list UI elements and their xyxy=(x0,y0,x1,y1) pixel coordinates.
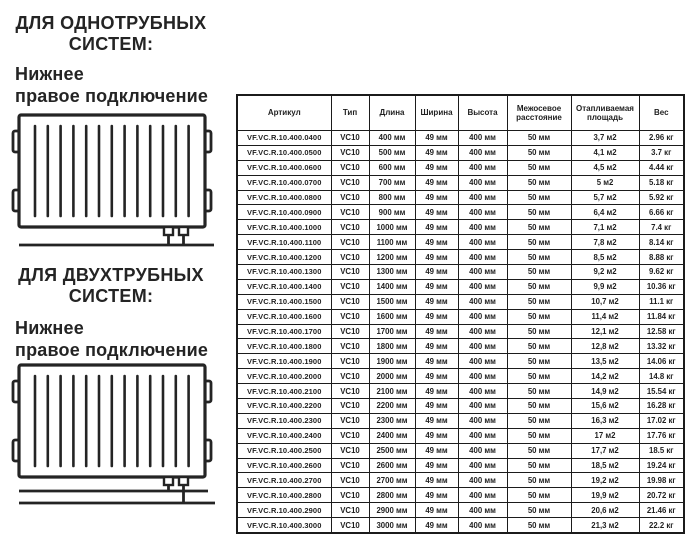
table-cell: 2000 мм xyxy=(369,369,415,384)
table-cell: 1300 мм xyxy=(369,265,415,280)
single-pipe-line xyxy=(19,235,214,245)
table-cell: 17 м2 xyxy=(571,428,639,443)
table-cell: VF.VC.R.10.400.2500 xyxy=(237,443,331,458)
two-pipe-lines xyxy=(19,485,215,503)
table-cell: 49 мм xyxy=(415,443,458,458)
table-cell: 2700 мм xyxy=(369,473,415,488)
table-cell: 400 мм xyxy=(458,265,507,280)
table-cell: 15.54 кг xyxy=(639,384,684,399)
table-cell: VF.VC.R.10.400.0500 xyxy=(237,145,331,160)
table-cell: 1100 мм xyxy=(369,235,415,250)
table-cell: 49 мм xyxy=(415,175,458,190)
table-cell: 49 мм xyxy=(415,384,458,399)
table-cell: 8.88 кг xyxy=(639,250,684,265)
table-cell: VF.VC.R.10.400.1500 xyxy=(237,294,331,309)
table-row xyxy=(237,324,684,339)
table-row xyxy=(237,488,684,503)
table-cell: 400 мм xyxy=(458,205,507,220)
table-cell: 21,3 м2 xyxy=(571,518,639,533)
table-cell: VF.VC.R.10.400.1900 xyxy=(237,354,331,369)
radiator-spec-table xyxy=(236,94,685,534)
table-cell: VF.VC.R.10.400.1800 xyxy=(237,339,331,354)
table-cell: VC10 xyxy=(331,518,369,533)
table-cell: 400 мм xyxy=(458,369,507,384)
table-cell: VF.VC.R.10.400.1000 xyxy=(237,220,331,235)
table-cell: 1900 мм xyxy=(369,354,415,369)
table-cell: 50 мм xyxy=(507,473,571,488)
section-title-single-pipe xyxy=(8,13,214,55)
table-cell: 50 мм xyxy=(507,265,571,280)
table-cell: VC10 xyxy=(331,428,369,443)
section-title-two-pipe xyxy=(8,265,214,307)
table-cell: 7.4 кг xyxy=(639,220,684,235)
table-cell: 400 мм xyxy=(458,339,507,354)
table-cell: 400 мм xyxy=(458,488,507,503)
section-title-line: СИСТЕМ: xyxy=(68,34,154,54)
table-cell: 49 мм xyxy=(415,518,458,533)
table-cell: 7,1 м2 xyxy=(571,220,639,235)
table-cell: VC10 xyxy=(331,175,369,190)
table-cell: VC10 xyxy=(331,205,369,220)
table-row xyxy=(237,339,684,354)
table-cell: VC10 xyxy=(331,339,369,354)
table-row xyxy=(237,220,684,235)
table-cell: VF.VC.R.10.400.2300 xyxy=(237,413,331,428)
table-cell: 400 мм xyxy=(458,190,507,205)
table-cell: 50 мм xyxy=(507,250,571,265)
table-cell: 400 мм xyxy=(369,131,415,146)
table-cell: VC10 xyxy=(331,503,369,518)
table-cell: 500 мм xyxy=(369,145,415,160)
table-cell: 49 мм xyxy=(415,488,458,503)
table-cell: 49 мм xyxy=(415,294,458,309)
table-cell: 2400 мм xyxy=(369,428,415,443)
connection-stub xyxy=(164,227,173,235)
table-cell: 49 мм xyxy=(415,399,458,414)
table-cell: 17.02 кг xyxy=(639,413,684,428)
table-cell: VC10 xyxy=(331,443,369,458)
table-cell: 2900 мм xyxy=(369,503,415,518)
table-cell: 50 мм xyxy=(507,384,571,399)
table-cell: VC10 xyxy=(331,250,369,265)
table-cell: 10.36 кг xyxy=(639,279,684,294)
table-cell: 4.44 кг xyxy=(639,160,684,175)
table-cell: 400 мм xyxy=(458,220,507,235)
table-cell: 9.62 кг xyxy=(639,265,684,280)
table-cell: 49 мм xyxy=(415,160,458,175)
table-cell: 18,5 м2 xyxy=(571,458,639,473)
table-cell: 50 мм xyxy=(507,413,571,428)
table-row xyxy=(237,250,684,265)
table-row xyxy=(237,131,684,146)
table-cell: 49 мм xyxy=(415,324,458,339)
column-header-length: Длина xyxy=(369,95,415,131)
table-cell: 50 мм xyxy=(507,235,571,250)
table-row xyxy=(237,503,684,518)
table-row xyxy=(237,428,684,443)
table-cell: VC10 xyxy=(331,309,369,324)
table-cell: 2300 мм xyxy=(369,413,415,428)
table-cell: 20,6 м2 xyxy=(571,503,639,518)
table-row xyxy=(237,279,684,294)
table-cell: 50 мм xyxy=(507,309,571,324)
table-cell: 13,5 м2 xyxy=(571,354,639,369)
table-cell: 49 мм xyxy=(415,235,458,250)
table-cell: 19,9 м2 xyxy=(571,488,639,503)
table-cell: 1400 мм xyxy=(369,279,415,294)
subtitle-line: Нижнее xyxy=(15,318,84,338)
table-cell: VC10 xyxy=(331,384,369,399)
table-cell: 400 мм xyxy=(458,354,507,369)
table-cell: 50 мм xyxy=(507,190,571,205)
column-header-type: Тип xyxy=(331,95,369,131)
table-cell: 49 мм xyxy=(415,145,458,160)
table-row xyxy=(237,413,684,428)
table-cell: 49 мм xyxy=(415,205,458,220)
table-cell: 50 мм xyxy=(507,488,571,503)
table-cell: 49 мм xyxy=(415,473,458,488)
table-cell: 400 мм xyxy=(458,160,507,175)
table-cell: 14.8 кг xyxy=(639,369,684,384)
subtitle-line: Нижнее xyxy=(15,64,84,84)
table-cell: VF.VC.R.10.400.0400 xyxy=(237,131,331,146)
table-cell: 12,8 м2 xyxy=(571,339,639,354)
table-cell: 18.5 кг xyxy=(639,443,684,458)
column-header-width: Ширина xyxy=(415,95,458,131)
table-cell: 49 мм xyxy=(415,339,458,354)
table-cell: 400 мм xyxy=(458,384,507,399)
table-cell: 400 мм xyxy=(458,413,507,428)
table-row xyxy=(237,160,684,175)
table-cell: 400 мм xyxy=(458,250,507,265)
table-cell: 49 мм xyxy=(415,220,458,235)
table-cell: 400 мм xyxy=(458,473,507,488)
table-cell: 16,3 м2 xyxy=(571,413,639,428)
table-cell: 1700 мм xyxy=(369,324,415,339)
radiator-diagram-two-pipe-icon xyxy=(10,360,222,512)
table-cell: VC10 xyxy=(331,279,369,294)
table-cell: 2600 мм xyxy=(369,458,415,473)
table-cell: VF.VC.R.10.400.2800 xyxy=(237,488,331,503)
table-cell: 400 мм xyxy=(458,294,507,309)
table-cell: 2500 мм xyxy=(369,443,415,458)
table-cell: VC10 xyxy=(331,324,369,339)
table-cell: 3000 мм xyxy=(369,518,415,533)
table-cell: 50 мм xyxy=(507,518,571,533)
table-cell: 50 мм xyxy=(507,503,571,518)
table-cell: 8.14 кг xyxy=(639,235,684,250)
table-cell: 49 мм xyxy=(415,279,458,294)
column-header-height: Высота xyxy=(458,95,507,131)
table-cell: 50 мм xyxy=(507,145,571,160)
table-cell: VC10 xyxy=(331,220,369,235)
table-cell: VC10 xyxy=(331,265,369,280)
table-cell: 49 мм xyxy=(415,309,458,324)
table-row xyxy=(237,399,684,414)
table-cell: 4,1 м2 xyxy=(571,145,639,160)
table-cell: VF.VC.R.10.400.2600 xyxy=(237,458,331,473)
table-cell: 49 мм xyxy=(415,458,458,473)
table-row xyxy=(237,309,684,324)
table-cell: 49 мм xyxy=(415,354,458,369)
table-cell: 19.24 кг xyxy=(639,458,684,473)
table-cell: VC10 xyxy=(331,131,369,146)
column-header-heated-area: Отапливаемая площадь xyxy=(571,95,639,131)
table-cell: 49 мм xyxy=(415,413,458,428)
table-cell: 400 мм xyxy=(458,309,507,324)
table-cell: 5.92 кг xyxy=(639,190,684,205)
table-cell: 5 м2 xyxy=(571,175,639,190)
table-cell: 400 мм xyxy=(458,131,507,146)
table-cell: 1200 мм xyxy=(369,250,415,265)
connection-stub xyxy=(164,477,173,485)
table-cell: 10,7 м2 xyxy=(571,294,639,309)
table-cell: 9,9 м2 xyxy=(571,279,639,294)
table-cell: 14.06 кг xyxy=(639,354,684,369)
table-cell: 13.32 кг xyxy=(639,339,684,354)
table-cell: 15,6 м2 xyxy=(571,399,639,414)
table-cell: 7,8 м2 xyxy=(571,235,639,250)
table-header-row xyxy=(237,95,684,131)
table-cell: 50 мм xyxy=(507,354,571,369)
table-row xyxy=(237,294,684,309)
section-title-line: СИСТЕМ: xyxy=(68,286,154,306)
table-cell: 49 мм xyxy=(415,250,458,265)
table-cell: VF.VC.R.10.400.2700 xyxy=(237,473,331,488)
table-cell: 400 мм xyxy=(458,503,507,518)
table-cell: 6,4 м2 xyxy=(571,205,639,220)
table-cell: VF.VC.R.10.400.1100 xyxy=(237,235,331,250)
table-cell: 50 мм xyxy=(507,399,571,414)
table-cell: 400 мм xyxy=(458,279,507,294)
table-cell: 22.2 кг xyxy=(639,518,684,533)
table-cell: VF.VC.R.10.400.2200 xyxy=(237,399,331,414)
table-cell: 2200 мм xyxy=(369,399,415,414)
table-cell: 21.46 кг xyxy=(639,503,684,518)
table-cell: 50 мм xyxy=(507,294,571,309)
table-cell: VC10 xyxy=(331,235,369,250)
table-cell: 19,2 м2 xyxy=(571,473,639,488)
table-row xyxy=(237,175,684,190)
table-cell: VF.VC.R.10.400.0800 xyxy=(237,190,331,205)
table-cell: 50 мм xyxy=(507,324,571,339)
table-cell: VF.VC.R.10.400.0700 xyxy=(237,175,331,190)
table-cell: VF.VC.R.10.400.2100 xyxy=(237,384,331,399)
table-cell: 400 мм xyxy=(458,428,507,443)
table-cell: 16.28 кг xyxy=(639,399,684,414)
table-cell: 5.18 кг xyxy=(639,175,684,190)
table-cell: 700 мм xyxy=(369,175,415,190)
table-cell: VF.VC.R.10.400.1300 xyxy=(237,265,331,280)
table-cell: 400 мм xyxy=(458,175,507,190)
table-cell: VC10 xyxy=(331,145,369,160)
table-cell: 49 мм xyxy=(415,428,458,443)
table-cell: VC10 xyxy=(331,413,369,428)
table-cell: 400 мм xyxy=(458,324,507,339)
subtitle-line: правое подключение xyxy=(15,86,209,106)
table-row xyxy=(237,354,684,369)
subtitle-line: правое подключение xyxy=(15,340,209,360)
table-cell: VC10 xyxy=(331,458,369,473)
table-cell: VF.VC.R.10.400.0900 xyxy=(237,205,331,220)
table-cell: VC10 xyxy=(331,294,369,309)
table-cell: 50 мм xyxy=(507,339,571,354)
table-cell: VC10 xyxy=(331,160,369,175)
table-cell: 50 мм xyxy=(507,369,571,384)
table-cell: 11,4 м2 xyxy=(571,309,639,324)
table-cell: VC10 xyxy=(331,399,369,414)
table-cell: VF.VC.R.10.400.1600 xyxy=(237,309,331,324)
table-cell: 49 мм xyxy=(415,265,458,280)
table-cell: 2800 мм xyxy=(369,488,415,503)
table-cell: VC10 xyxy=(331,473,369,488)
table-cell: 400 мм xyxy=(458,235,507,250)
table-cell: 50 мм xyxy=(507,458,571,473)
table-cell: 14,9 м2 xyxy=(571,384,639,399)
table-row xyxy=(237,235,684,250)
table-row xyxy=(237,190,684,205)
table-cell: 1000 мм xyxy=(369,220,415,235)
table-cell: VF.VC.R.10.400.0600 xyxy=(237,160,331,175)
table-cell: 17.76 кг xyxy=(639,428,684,443)
table-cell: 20.72 кг xyxy=(639,488,684,503)
table-cell: VF.VC.R.10.400.1400 xyxy=(237,279,331,294)
table-cell: 19.98 кг xyxy=(639,473,684,488)
table-cell: 11.1 кг xyxy=(639,294,684,309)
table-cell: VF.VC.R.10.400.2900 xyxy=(237,503,331,518)
table-cell: VC10 xyxy=(331,190,369,205)
table-cell: 50 мм xyxy=(507,131,571,146)
table-cell: 9,2 м2 xyxy=(571,265,639,280)
table-cell: 50 мм xyxy=(507,443,571,458)
table-cell: 1800 мм xyxy=(369,339,415,354)
spec-table-body xyxy=(237,131,684,534)
table-row xyxy=(237,205,684,220)
table-cell: 800 мм xyxy=(369,190,415,205)
table-cell: 2.96 кг xyxy=(639,131,684,146)
section-title-line: ДЛЯ ДВУХТРУБНЫХ xyxy=(18,265,204,285)
table-row xyxy=(237,384,684,399)
table-cell: VF.VC.R.10.400.3000 xyxy=(237,518,331,533)
table-cell: 14,2 м2 xyxy=(571,369,639,384)
table-row xyxy=(237,145,684,160)
table-cell: 600 мм xyxy=(369,160,415,175)
table-cell: 2100 мм xyxy=(369,384,415,399)
table-cell: VC10 xyxy=(331,488,369,503)
table-cell: 49 мм xyxy=(415,503,458,518)
table-cell: 1500 мм xyxy=(369,294,415,309)
table-cell: 400 мм xyxy=(458,443,507,458)
table-row xyxy=(237,265,684,280)
table-cell: 400 мм xyxy=(458,518,507,533)
table-row xyxy=(237,518,684,533)
table-cell: 900 мм xyxy=(369,205,415,220)
table-row xyxy=(237,369,684,384)
table-cell: VC10 xyxy=(331,354,369,369)
table-cell: 12.58 кг xyxy=(639,324,684,339)
table-cell: 50 мм xyxy=(507,428,571,443)
column-header-axle-distance: Межосевое расстояние xyxy=(507,95,571,131)
radiator-diagram-single-pipe-icon xyxy=(10,110,222,252)
table-cell: 17,7 м2 xyxy=(571,443,639,458)
table-cell: 49 мм xyxy=(415,131,458,146)
table-cell: 400 мм xyxy=(458,458,507,473)
table-cell: 12,1 м2 xyxy=(571,324,639,339)
table-cell: 6.66 кг xyxy=(639,205,684,220)
table-row xyxy=(237,443,684,458)
table-cell: 50 мм xyxy=(507,205,571,220)
section-subtitle-connection xyxy=(15,317,231,361)
table-cell: VF.VC.R.10.400.2000 xyxy=(237,369,331,384)
section-title-line: ДЛЯ ОДНОТРУБНЫХ xyxy=(15,13,207,33)
table-cell: VF.VC.R.10.400.1700 xyxy=(237,324,331,339)
table-cell: 5,7 м2 xyxy=(571,190,639,205)
table-cell: VC10 xyxy=(331,369,369,384)
table-cell: 1600 мм xyxy=(369,309,415,324)
connection-stub xyxy=(179,477,188,485)
table-cell: 50 мм xyxy=(507,160,571,175)
table-cell: VF.VC.R.10.400.1200 xyxy=(237,250,331,265)
connection-stub xyxy=(179,227,188,235)
table-cell: 4,5 м2 xyxy=(571,160,639,175)
table-cell: VF.VC.R.10.400.2400 xyxy=(237,428,331,443)
column-header-weight: Вес xyxy=(639,95,684,131)
table-row xyxy=(237,473,684,488)
column-header-article: Артикул xyxy=(237,95,331,131)
table-cell: 50 мм xyxy=(507,279,571,294)
table-cell: 49 мм xyxy=(415,190,458,205)
table-cell: 8,5 м2 xyxy=(571,250,639,265)
table-cell: 400 мм xyxy=(458,399,507,414)
table-cell: 400 мм xyxy=(458,145,507,160)
section-subtitle-connection xyxy=(15,63,231,107)
table-cell: 50 мм xyxy=(507,175,571,190)
table-cell: 3.7 кг xyxy=(639,145,684,160)
table-cell: 49 мм xyxy=(415,369,458,384)
table-row xyxy=(237,458,684,473)
table-cell: 11.84 кг xyxy=(639,309,684,324)
table-cell: 3,7 м2 xyxy=(571,131,639,146)
table-cell: 50 мм xyxy=(507,220,571,235)
